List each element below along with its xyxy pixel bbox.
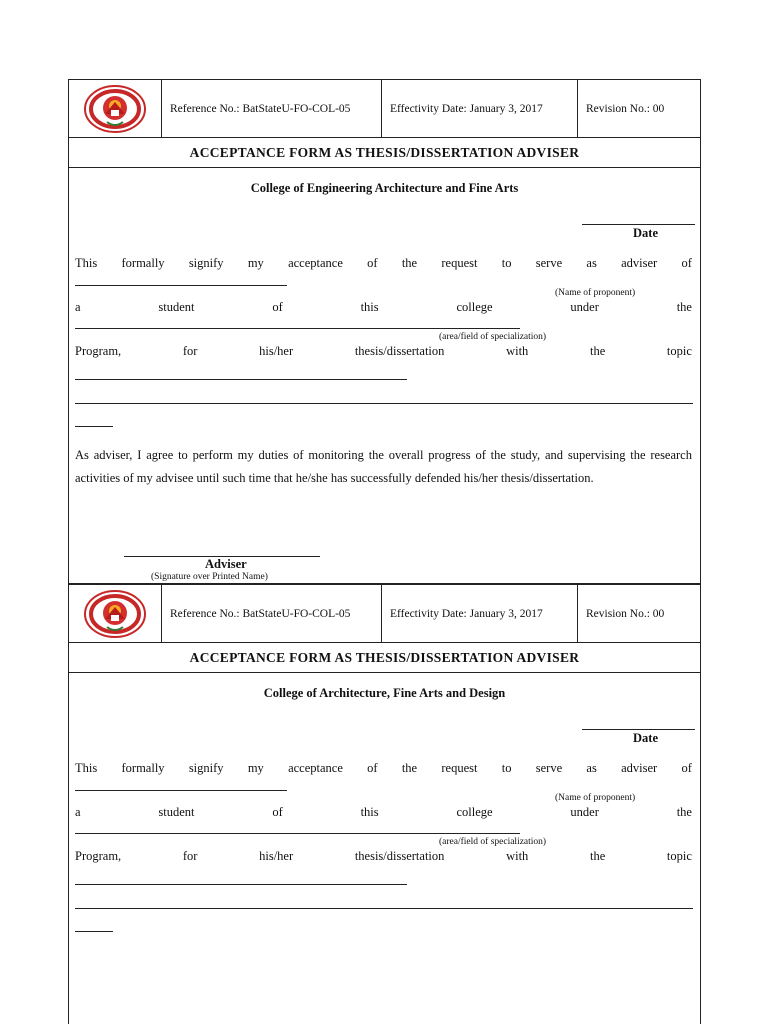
topic-line-1[interactable] <box>75 379 407 380</box>
logo-cell <box>69 585 162 642</box>
statement-line-1: This formally signify my acceptance of the request to serve as adviser of <box>75 761 692 775</box>
form-header <box>69 585 700 643</box>
topic-line-2[interactable] <box>75 403 693 404</box>
name-caption: (Name of proponent) <box>555 288 636 298</box>
statement-line-1: This formally signify my acceptance of the request to serve as adviser of <box>75 256 692 270</box>
statement-line-2: a student of this college under the <box>75 300 692 314</box>
area-caption: (area/field of specialization) <box>439 332 547 342</box>
adviser-agreement-paragraph: As adviser, I agree to perform my duties of monitoring the overall progress of the study, and supervising the research activities of my advisee until such time that he/she has successfully defended his/her thesis/dissertation. <box>75 448 692 485</box>
university-seal-logo <box>83 589 147 639</box>
statement-line-2: a student of this college under the <box>75 805 692 819</box>
date-label: Date <box>633 226 658 240</box>
acceptance-form-1 <box>68 79 701 584</box>
adviser-label: Adviser <box>205 557 247 571</box>
form-title: ACCEPTANCE FORM AS THESIS/DISSERTATION ADVISER <box>69 138 700 168</box>
topic-line-3[interactable] <box>75 426 113 427</box>
topic-line-3[interactable] <box>75 931 113 932</box>
reference-number: Reference No.: BatStateU-FO-COL-05 <box>162 585 382 642</box>
specialization-line[interactable] <box>75 833 520 834</box>
proponent-name-line[interactable] <box>75 790 287 791</box>
form-header <box>69 80 700 138</box>
signature-caption: (Signature over Printed Name) <box>151 572 268 582</box>
name-caption: (Name of proponent) <box>555 793 636 803</box>
effectivity-date: Effectivity Date: January 3, 2017 <box>382 80 578 137</box>
date-line[interactable] <box>582 224 695 225</box>
topic-line-2[interactable] <box>75 908 693 909</box>
date-line[interactable] <box>582 729 695 730</box>
statement-line-3: Program, for his/her thesis/dissertation with the topic <box>75 344 692 358</box>
university-seal-logo <box>83 84 147 134</box>
effectivity-date: Effectivity Date: January 3, 2017 <box>382 585 578 642</box>
college-name: College of Architecture, Fine Arts and Design <box>263 686 506 700</box>
specialization-line[interactable] <box>75 328 520 329</box>
statement-line-3: Program, for his/her thesis/dissertation with the topic <box>75 849 692 863</box>
proponent-name-line[interactable] <box>75 285 287 286</box>
logo-cell <box>69 80 162 137</box>
topic-line-1[interactable] <box>75 884 407 885</box>
date-label: Date <box>633 731 658 745</box>
revision-number: Revision No.: 00 <box>586 102 665 115</box>
revision-number: Revision No.: 00 <box>586 607 665 620</box>
college-name: College of Engineering Architecture and Fine Arts <box>250 181 519 195</box>
area-caption: (area/field of specialization) <box>439 837 547 847</box>
form-title: ACCEPTANCE FORM AS THESIS/DISSERTATION ADVISER <box>69 643 700 673</box>
acceptance-form-2 <box>68 584 701 1024</box>
reference-number: Reference No.: BatStateU-FO-COL-05 <box>162 80 382 137</box>
